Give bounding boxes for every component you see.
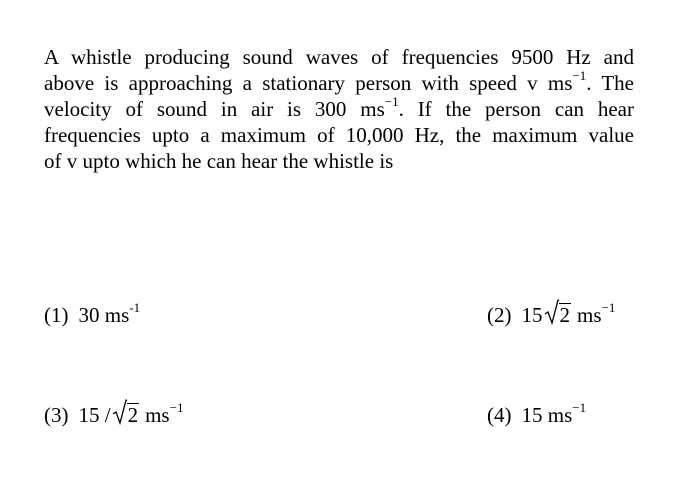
question-line-1: A whistle producing sound waves of frequencies 9500 Hz and xyxy=(44,45,634,69)
option-2-exponent: −1 xyxy=(601,300,616,315)
option-3-radicand: 2 xyxy=(127,403,139,427)
option-2-radicand: 2 xyxy=(559,303,570,327)
option-4-value: 15 ms xyxy=(521,403,573,427)
question-line-4: frequencies upto a maximum of 10,000 Hz, the maximum value xyxy=(44,123,634,147)
option-1-exponent: -1 xyxy=(129,300,141,315)
option-2-coefficient: 15 xyxy=(521,303,543,327)
option-3-exponent: −1 xyxy=(169,400,184,415)
option-1-value: 30 ms xyxy=(78,303,130,327)
option-4-number: (4) xyxy=(487,403,512,427)
option-1[interactable] xyxy=(44,302,140,328)
option-4[interactable] xyxy=(487,402,586,428)
radical-sign-icon xyxy=(113,399,127,425)
option-3-number: (3) xyxy=(44,403,69,427)
option-3[interactable] xyxy=(44,402,183,428)
option-4-exponent: −1 xyxy=(572,400,587,415)
question-line-3-tail: . If the person can hear xyxy=(398,97,634,121)
question-line-2-tail: . The xyxy=(586,71,634,95)
option-2[interactable] xyxy=(487,302,615,328)
radical-sign-icon xyxy=(545,299,559,325)
option-3-unit: ms xyxy=(145,403,170,427)
option-3-coefficient: 15 / xyxy=(78,403,111,427)
option-2-number: (2) xyxy=(487,303,512,327)
question-line-3-text: velocity of sound in air is 300 ms xyxy=(44,97,385,121)
option-1-number: (1) xyxy=(44,303,69,327)
sqrt-symbol xyxy=(113,402,140,428)
question-line-2 xyxy=(44,70,634,96)
question-text xyxy=(44,44,634,174)
question-line-5: of v upto which he can hear the whistle is xyxy=(44,149,394,173)
option-2-unit: ms xyxy=(577,303,602,327)
question-line-3-exponent: −1 xyxy=(384,94,399,109)
question-line-2-exponent: −1 xyxy=(572,68,587,83)
sqrt-symbol xyxy=(545,302,572,328)
question-line-2-text: above is approaching a stationary person with speed v ms xyxy=(44,71,573,95)
question-line-3 xyxy=(44,96,634,122)
